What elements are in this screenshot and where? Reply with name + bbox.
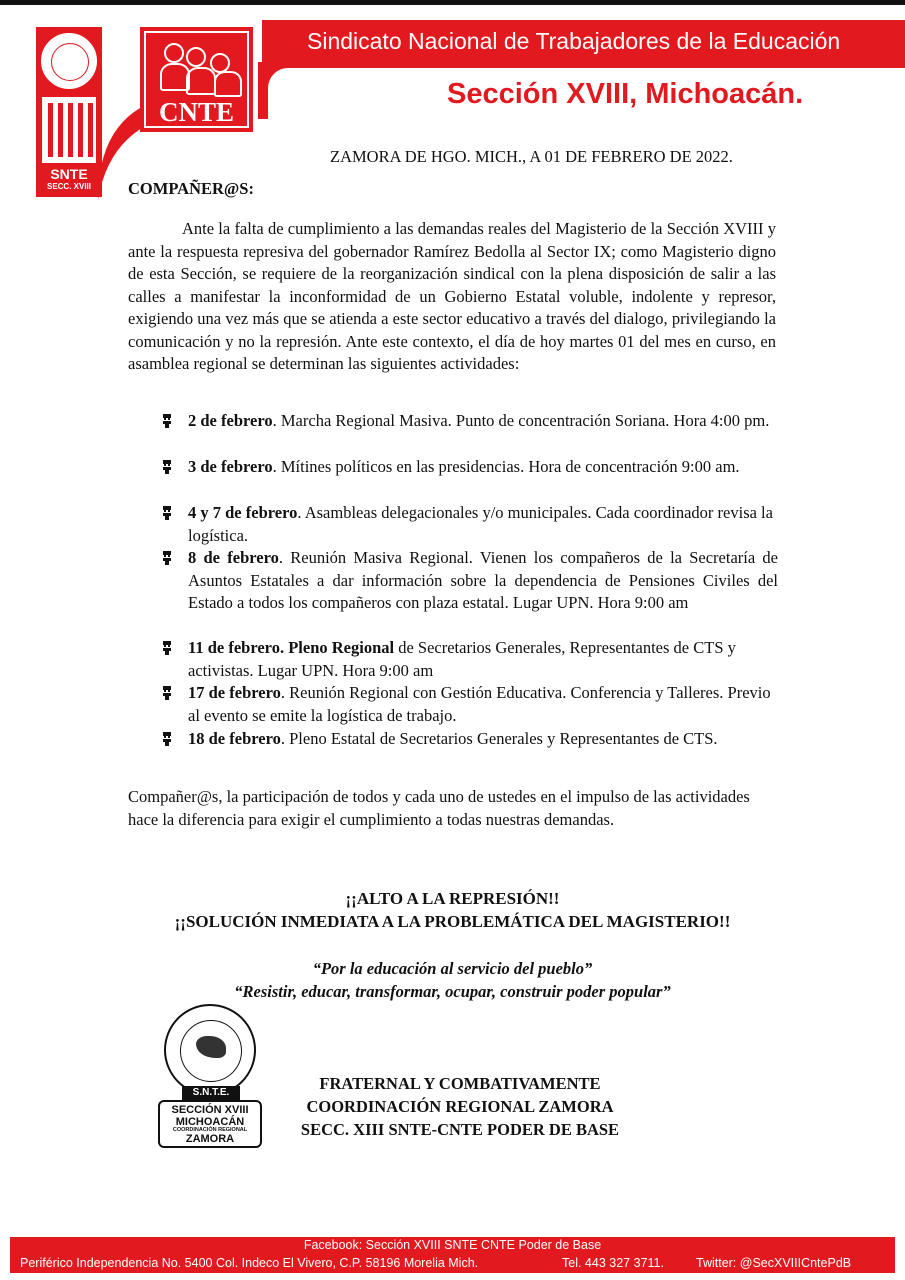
signature-line-3: SECC. XIII SNTE-CNTE PODER DE BASE — [300, 1120, 620, 1139]
signature-line-2: COORDINACIÓN REGIONAL ZAMORA — [306, 1097, 614, 1116]
signature-line-1: FRATERNAL Y COMBATIVAMENTE — [319, 1074, 601, 1093]
header-title: Sindicato Nacional de Trabajadores de la Educación — [307, 28, 841, 54]
section-stamp-logo — [158, 1004, 264, 1150]
footer-facebook: Facebook: Sección XVIII SNTE CNTE Poder de Base — [303, 1238, 602, 1252]
fist-bullet-icon — [160, 459, 174, 475]
fist-bullet-icon — [160, 685, 174, 701]
cnte-logo — [140, 27, 253, 132]
slogan-2: ¡¡SOLUCIÓN INMEDIATA A LA PROBLEMÁTICA DEL MAGISTERIO!! — [174, 912, 731, 931]
snte-emblem — [39, 31, 99, 91]
cnte-logo-text: CNTE — [158, 97, 234, 127]
fist-bullet-icon — [160, 731, 174, 747]
snte-seal-icon — [164, 1004, 256, 1096]
letter-paragraph: Ante la falta de cumplimiento a las demandas reales del Magisterio de la Sección XVIII y ante la respuesta represiva del gobernador Ramírez Bedolla al Sector IX; como Magisterio digno de esta Sección, se requiere de la reorganización sindical con la plena disposición de salir a las calles a manifestar la inconformidad de un Gobierno Estatal voluble, indolente y represor, exigiendo una vez más que se atienda a este sector educativo a través del dialogo, privilegiando la comunicación y no la represión. Ante este contexto, el día de hoy martes 01 del mes en curso, en asamblea regional se determinan las siguientes actividades: — [128, 219, 776, 373]
fist-bullet-icon — [160, 550, 174, 566]
letter-greeting: COMPAÑER@S: — [128, 179, 254, 198]
header-subtitle: Sección XVIII, Michoacán. — [447, 78, 804, 110]
letter-date: ZAMORA DE HGO. MICH., A 01 DE FEBRERO DE 2022. — [330, 147, 733, 166]
snte-pillar-graphic — [42, 97, 96, 163]
cnte-figures-graphic — [156, 39, 240, 95]
footer-twitter: Twitter: @SecXVIIICntePdB — [696, 1256, 852, 1270]
snte-logo-text: SNTE SECC. XVIII — [46, 166, 91, 191]
letter-closing: Compañer@s, la participación de todos y cada uno de ustedes en el impulso de las actividades hace la diferencia para exigir el cumplimiento a todas nuestras demandas. — [128, 787, 750, 829]
footer — [10, 1237, 895, 1273]
stamp-box: SECCIÓN XVIII MICHOACÁN COORDINACIÓN REGIONAL ZAMORA — [158, 1100, 262, 1148]
fist-bullet-icon — [160, 640, 174, 656]
quote-2: “Resistir, educar, transformar, ocupar, construir poder popular” — [234, 982, 671, 1001]
footer-address: Periférico Independencia No. 5400 Col. Indeco El Vivero, C.P. 58196 Morelia Mich. — [20, 1256, 479, 1270]
footer-phone: Tel. 443 327 3711. — [562, 1256, 664, 1270]
slogan-1: ¡¡ALTO A LA REPRESIÓN!! — [345, 889, 560, 908]
top-border — [0, 0, 905, 5]
fist-bullet-icon — [160, 505, 174, 521]
fist-bullet-icon — [160, 413, 174, 429]
stamp-strip: S.N.T.E. — [182, 1086, 240, 1100]
quote-1: “Por la educación al servicio del pueblo” — [312, 959, 593, 978]
snte-logo — [36, 27, 102, 197]
